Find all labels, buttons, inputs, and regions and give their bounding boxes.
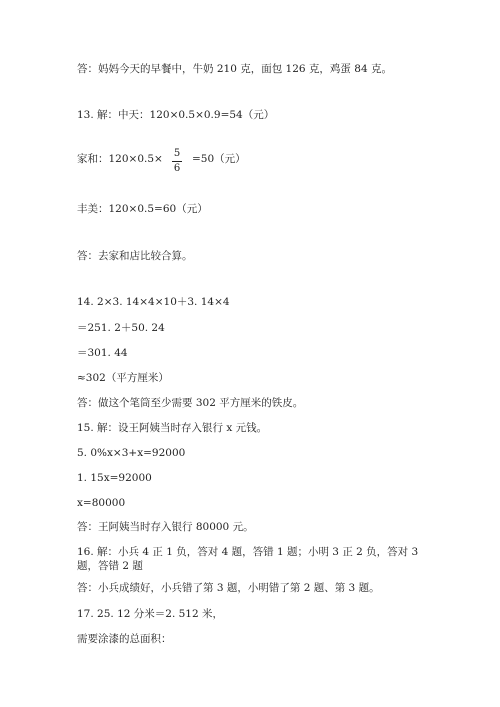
fraction-numerator: 5 <box>173 148 181 159</box>
answer-16: 答：小兵成绩好，小兵错了第 3 题，小明错了第 2 题、第 3 题。 <box>77 582 380 594</box>
problem-15-solution: x=80000 <box>77 497 126 509</box>
problem-13-fengmei: 丰美：120×0.5=60（元） <box>77 203 208 215</box>
problem-13-jiahe: 家和：120×0.5× <box>77 153 163 165</box>
fraction-bar <box>172 161 182 162</box>
problem-15-step2: 1. 15x=92000 <box>77 472 152 484</box>
problem-14-step4: ≈302（平方厘米） <box>77 372 169 384</box>
problem-15-equation: 5. 0%x×3+x=92000 <box>77 447 186 459</box>
answer-breakfast: 答：妈妈今天的早餐中，牛奶 210 克，面包 126 克，鸡蛋 84 克。 <box>77 63 392 75</box>
problem-14-step1: 14. 2×3. 14×4×10＋3. 14×4 <box>77 296 230 308</box>
answer-14: 答：做这个笔筒至少需要 302 平方厘米的铁皮。 <box>77 397 304 409</box>
fraction-denominator: 6 <box>173 163 181 174</box>
fraction-five-sixths <box>172 148 182 175</box>
problem-17-conversion: 17. 25. 12 分米＝2. 512 米， <box>77 608 224 620</box>
problem-13-zhongtian: 13. 解：中天：120×0.5×0.9=54（元） <box>77 109 275 121</box>
answer-15: 答：王阿姨当时存入银行 80000 元。 <box>77 521 254 533</box>
problem-14-step3: ＝301. 44 <box>77 347 128 359</box>
answer-13: 答：去家和店比较合算。 <box>77 250 193 262</box>
problem-13-jiahe-result: =50（元） <box>192 153 246 165</box>
problem-15-setup: 15. 解：设王阿姨当时存入银行 x 元钱。 <box>77 422 268 434</box>
problem-17-area-heading: 需要涂漆的总面积： <box>77 633 172 645</box>
problem-16-solution: 16. 解：小兵 4 正 1 负，答对 4 题，答错 1 题；小明 3 正 2 负，答对 3 题，答错 2 题 <box>77 546 419 572</box>
problem-14-step2: ＝251. 2＋50. 24 <box>77 322 165 334</box>
